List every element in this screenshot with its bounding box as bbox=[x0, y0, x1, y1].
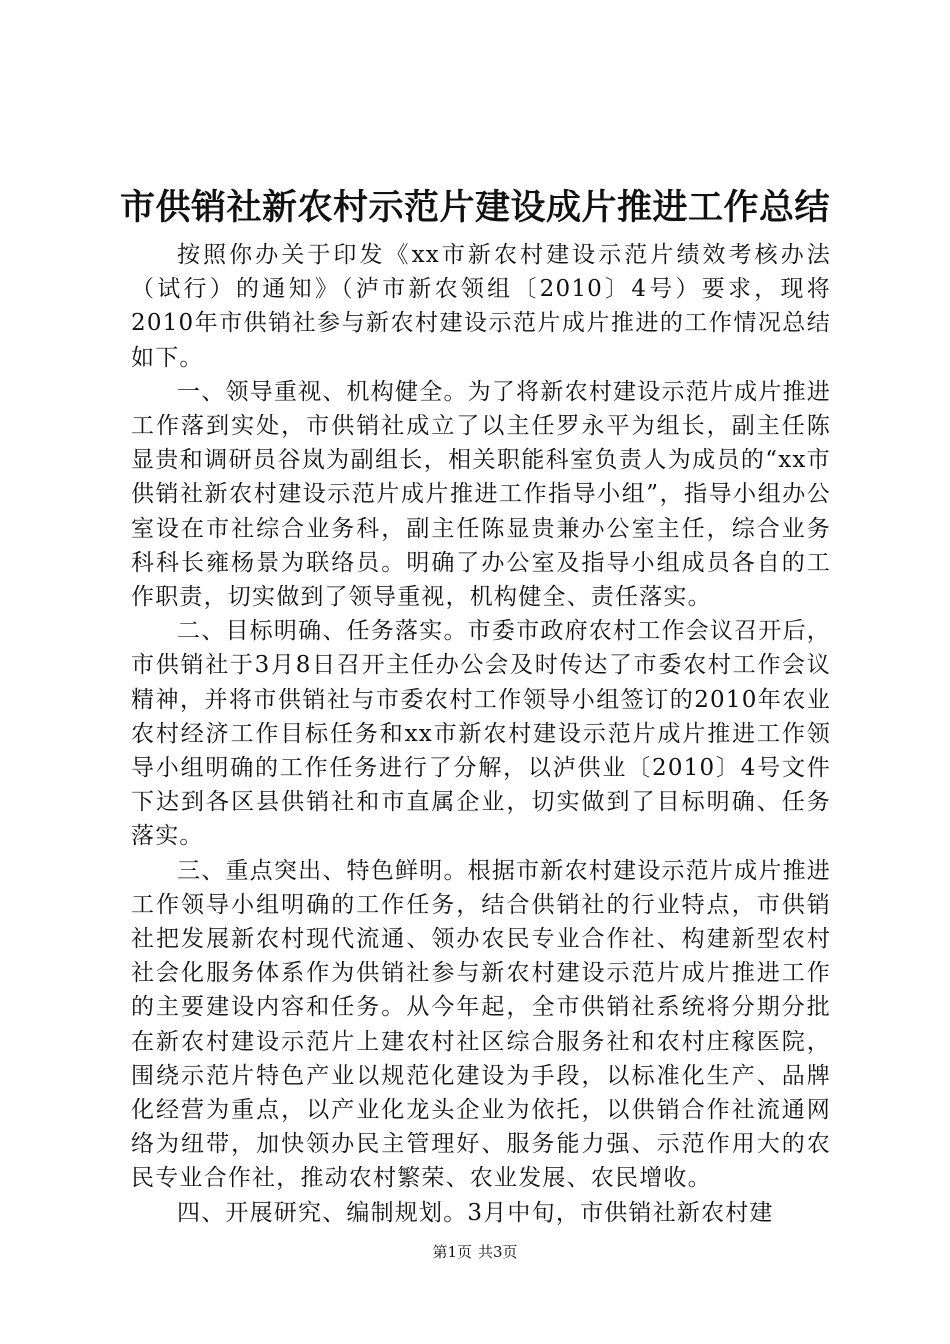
page-footer bbox=[0, 1242, 950, 1262]
page-total: 共3页 bbox=[478, 1243, 518, 1261]
page-number: 第1页 bbox=[432, 1243, 472, 1261]
document-title: 市供销社新农村示范片建设成片推进工作总结 bbox=[119, 188, 830, 228]
paragraph-intro: 按照你办关于印发《xx市新农村建设示范片绩效考核办法（试行）的通知》（泸市新农领组〔2010〕4号）要求，现将2010年市供销社参与新农村建设示范片成片推进的工作情况总结如下。 bbox=[131, 242, 831, 371]
paragraph-section-1: 一、领导重视、机构健全。为了将新农村建设示范片成片推进工作落到实处，市供销社成立了以主任罗永平为组长，副主任陈显贵和调研员谷岚为副组长，相关职能科室负责人为成员的“xx市供销社新农村建设示范片成片推进工作指导小组”，指导小组办公室设在市社综合业务科，副主任陈显贵兼办公室主任，综合业务科科长雍杨景为联络员。明确了办公室及指导小组成员各自的工作职责，切实做到了领导重视，机构健全、责任落实。 bbox=[131, 378, 831, 611]
paragraph-section-4: 四、开展研究、编制规划。3月中旬，市供销社新农村建 bbox=[177, 1199, 774, 1226]
document-body bbox=[131, 238, 831, 1230]
paragraph-section-2: 二、目标明确、任务落实。市委市政府农村工作会议召开后，市供销社于3月8日召开主任办公会及时传达了市委农村工作会议精神，并将市供销社与市委农村工作领导小组签订的2010年农业农村经济工作目标任务和xx市新农村建设示范片成片推进工作领导小组明确的工作任务进行了分解，以泸供业〔2010〕4号文件下达到各区县供销社和市直属企业，切实做到了目标明确、任务落实。 bbox=[131, 618, 831, 850]
paragraph-section-3: 三、重点突出、特色鲜明。根据市新农村建设示范片成片推进工作领导小组明确的工作任务，结合供销社的行业特点，市供销社把发展新农村现代流通、领办农民专业合作社、构建新型农村社会化服务体系作为供销社参与新农村建设示范片成片推进工作的主要建设内容和任务。从今年起，全市供销社系统将分期分批在新农村建设示范片上建农村社区综合服务社和农村庄稼医院，围绕示范片特色产业以规范化建设为手段，以标准化生产、品牌化经营为重点，以产业化龙头企业为依托，以供销合作社流通网络为纽带，加快领办民主管理好、服务能力强、示范作用大的农民专业合作社，推动农村繁荣、农业发展、农民增收。 bbox=[131, 857, 831, 1192]
